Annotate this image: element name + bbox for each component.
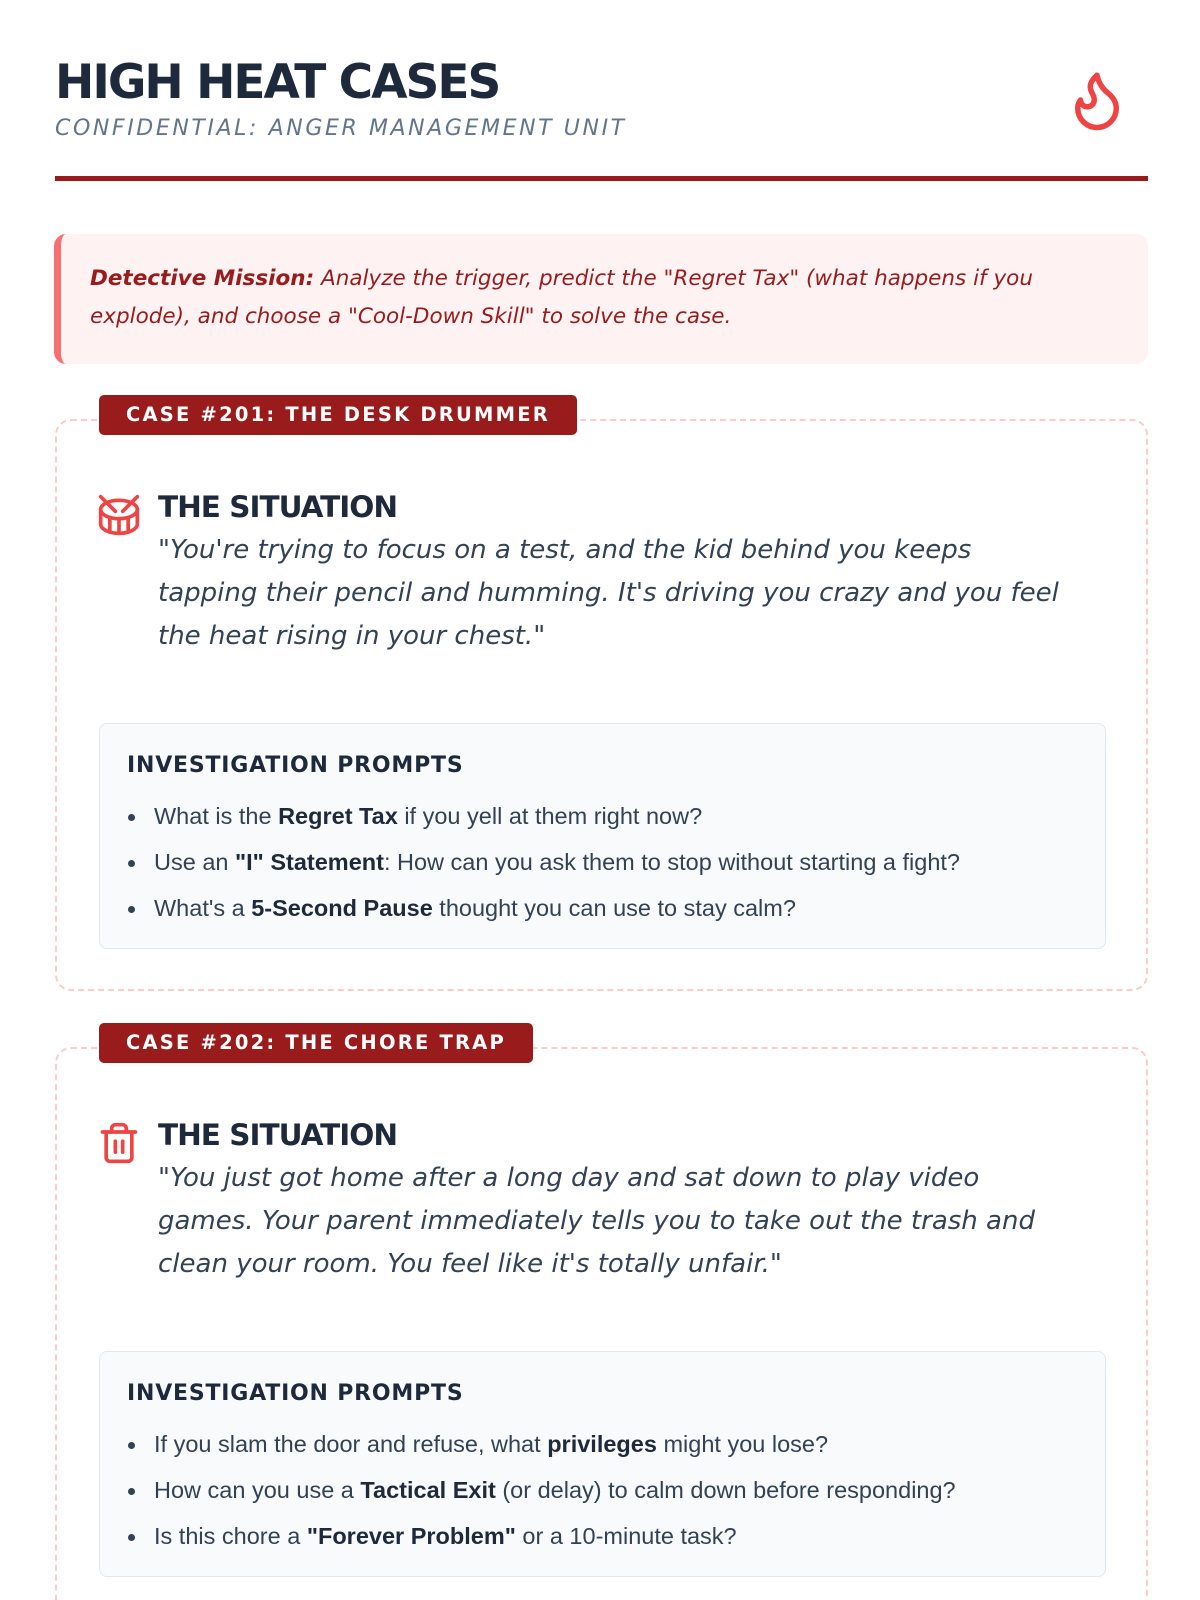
page-subtitle: CONFIDENTIAL: ANGER MANAGEMENT UNIT: [55, 116, 627, 141]
situation-text: "You're trying to focus on a test, and the kid behind you keeps tapping their pencil and humming. It's driving you crazy and you feel the heat rising in your chest.": [158, 535, 1059, 651]
list-item: Is this chore a "Forever Problem" or a 10-minute task?: [127, 1513, 1079, 1559]
situation-heading: THE SITUATION: [158, 490, 398, 524]
trash-icon: [97, 1121, 141, 1165]
prompts-heading: INVESTIGATION PROMPTS: [127, 753, 464, 778]
page-title: HIGH HEAT CASES: [55, 55, 500, 110]
detective-mission-callout: [54, 234, 1148, 364]
investigation-prompts: [99, 1351, 1106, 1577]
case-card: [55, 1031, 1148, 1600]
list-item: How can you use a Tactical Exit (or delay) to calm down before responding?: [127, 1467, 1079, 1513]
prompts-list: [127, 1421, 1079, 1559]
case-tag: CASE #201: THE DESK DRUMMER: [99, 395, 577, 435]
list-item: If you slam the door and refuse, what privileges might you lose?: [127, 1421, 1079, 1467]
list-item: What's a 5-Second Pause thought you can use to stay calm?: [127, 885, 1079, 931]
page-header: [55, 55, 1148, 181]
case-tag: CASE #202: THE CHORE TRAP: [99, 1023, 533, 1063]
list-item: What is the Regret Tax if you yell at them right now?: [127, 793, 1079, 839]
prompts-heading: INVESTIGATION PROMPTS: [127, 1381, 464, 1406]
case-card: [55, 403, 1148, 991]
flame-icon: [1064, 63, 1130, 137]
prompts-list: [127, 793, 1079, 931]
situation-text: "You just got home after a long day and sat down to play video games. Your parent immediately tells you to take out the trash and clean your room. You feel like it's totally unfair.": [158, 1163, 1035, 1279]
mission-text: Analyze the trigger, predict the "Regret Tax" (what happens if you explode), and choose a "Cool-Down Skill" to solve the case.: [90, 266, 1033, 329]
investigation-prompts: [99, 723, 1106, 949]
mission-label: Detective Mission:: [90, 266, 315, 291]
situation-heading: THE SITUATION: [158, 1118, 398, 1152]
drum-icon: [97, 493, 141, 537]
list-item: Use an "I" Statement: How can you ask them to stop without starting a fight?: [127, 839, 1079, 885]
